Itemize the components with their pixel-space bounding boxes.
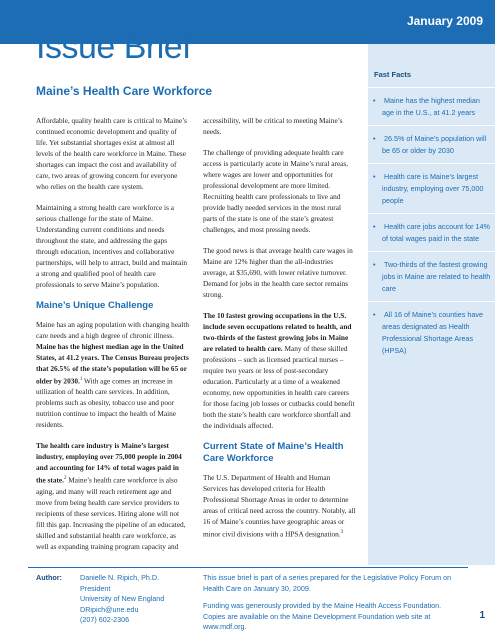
fact-item <box>368 125 495 163</box>
column-right <box>203 115 356 549</box>
bullet-icon: • <box>373 310 376 319</box>
text-run: Maine’s health care workforce is also aging, and many will reach retirement age and move from being health care service providers to recipients of these services. Hiring alone will not fill this gap. Increasing the pipeline of an educated, skilled and substantial health care workforce, as well as expanding training program capacity and <box>36 475 186 551</box>
author-phone: (207) 602-2306 <box>80 615 130 624</box>
paragraph: The challenge of providing adequate health care access is particularly acute in Maine’s rural areas, where wages are lower and opportunities for professional development are more limited. Recruiting health care professionals to live and provide badly needed services in the most rural parts of the state is one of the state’s greatest challenges, and most pressing needs. <box>203 148 349 234</box>
bullet-icon: • <box>373 260 376 269</box>
funding-note: Funding was generously provided by the Maine Health Access Foundation. Copies are available on the Maine Development Foundation web site at www.mdf.org. <box>203 601 442 631</box>
fact-item <box>368 163 495 213</box>
page-title: Maine’s Health Care Workforce <box>36 84 213 98</box>
paragraph <box>203 310 356 431</box>
paragraph: The good news is that average health care wages in Maine are 12% higher than the all-industries average, at $35,690, with lower relative turnover. Demand for jobs in the health care sector remains strong. <box>203 246 353 299</box>
fast-facts-heading: Fast Facts <box>374 70 412 79</box>
bullet-icon: • <box>373 172 376 181</box>
fact-text: Health care jobs account for 14% of total wages paid in the state <box>382 222 490 243</box>
text-run: With age comes an increase in utilization of health care services. In addition, problems such as obesity, tobacco use and poor nutrition continue to impact the health of Maine residents. <box>36 376 177 430</box>
fact-text: All 16 of Maine’s counties have areas designated as Health Professional Shortage Areas (HPSA) <box>382 310 483 355</box>
author-email[interactable]: DRipich@une.edu <box>80 604 139 614</box>
author-role: President <box>80 583 111 593</box>
paragraph: Affordable, quality health care is critical to Maine’s continued economic development and quality of life. Yet substantial shortages exist at almost all levels of the health care workforce in Maine. These shortages can impact the cost and availability of care, two areas of growing concern for everyone who relies on the health care system. <box>36 116 188 191</box>
fast-facts-sidebar <box>368 70 495 363</box>
paragraph: Maintaining a strong health care workforce is a serious challenge for the state of Maine. Understanding current conditions and needs throughout the state, and addressing the gaps through education, incentives and collaborative partnerships, will help to attract, build and maintain a strong and qualified pool of health care professionals to serve Maine’s population. <box>36 203 187 289</box>
section-heading: Current State of Maine’s Health Care Workforce <box>203 441 344 464</box>
author-label: Author: <box>36 573 62 582</box>
paragraph <box>203 472 356 539</box>
fact-text: Maine has the highest median age in the U.S., at 41.2 years <box>382 96 480 117</box>
footnote-ref: 3 <box>340 530 344 535</box>
footer-divider <box>28 567 468 568</box>
bullet-icon: • <box>373 222 376 231</box>
text-run: The U.S. Department of Health and Human Services has developed criteria for Health Professional Shortage Areas in order to determine areas of critical need across the country. Notably, all 16 of Maine’s counties have geographic areas or minor civil divisions with a HPSA designation. <box>203 473 356 539</box>
text-run: Many of these skilled professions – such as licensed practical nurses – require two years or less of post-secondary education. Particularly at a time of a weakened economy, new opportunities in health care careers for those facing job losses or cutbacks could benefit both the state’s health care workforce shortfall and the individuals affected. <box>203 344 355 430</box>
page-number: 1 <box>479 610 485 621</box>
fact-text: Health care is Maine’s largest industry, employing over 75,000 people <box>382 172 484 205</box>
author-name: Danielle N. Ripich, Ph.D. <box>80 573 160 582</box>
fact-item <box>368 213 495 251</box>
bullet-icon: • <box>373 134 376 143</box>
column-left <box>36 115 189 562</box>
bullet-icon: • <box>373 96 376 105</box>
bold-text: The 10 fastest growing occupations in the U.S. include seven occupations related to health, and two-thirds of the fastest growing jobs in Maine are related to health care. <box>203 311 352 353</box>
fact-item <box>368 301 495 363</box>
fact-item <box>368 251 495 301</box>
bold-text: Maine has the highest median age in the United States, at 41.2 years. The Census Bureau projects that 26.5% of the state’s population will be 65 or older by 2030. <box>36 342 189 386</box>
paragraph: accessibility, will be critical to meeting Maine’s needs. <box>203 116 343 136</box>
fact-text: 26.5% of Maine’s population will be 65 or older by 2030 <box>382 134 487 155</box>
paragraph <box>36 319 189 430</box>
fact-text: Two-thirds of the fastest growing jobs in Maine are related to health care <box>382 260 491 293</box>
footer-notes <box>203 573 465 640</box>
series-title: Issue Brief <box>36 28 192 66</box>
series-note: This issue brief is part of a series prepared for the Legislative Policy Forum on Health Care on January 30, 2009. <box>203 573 452 593</box>
footnote-ref: 2 <box>63 476 67 482</box>
section-heading: Maine’s Unique Challenge <box>36 300 154 311</box>
footnote-ref: 1 <box>79 377 83 382</box>
issue-date: January 2009 <box>406 14 483 28</box>
author-org: University of New England <box>80 594 165 603</box>
fact-item <box>368 87 495 125</box>
paragraph <box>36 440 189 551</box>
text-run: Maine has an aging population with changing health care needs and a high degree of chronic illness. <box>36 320 189 340</box>
bold-text: The health care industry is Maine’s largest industry, employing over 75,000 people in 2004 and accounting for 14% of total wages paid in the state. <box>36 441 182 485</box>
